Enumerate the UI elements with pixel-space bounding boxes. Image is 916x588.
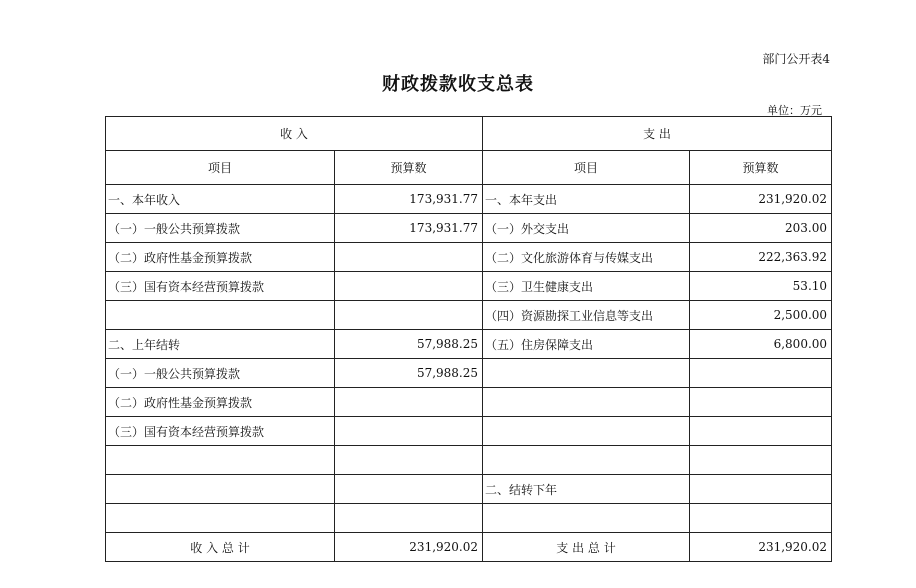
expense-item-cell: （五）住房保障支出 — [483, 330, 690, 359]
income-value-cell: 57,988.25 — [335, 330, 483, 359]
expense-value-cell — [690, 446, 832, 475]
expense-value-cell — [690, 417, 832, 446]
expense-value-cell: 231,920.02 — [690, 185, 832, 214]
table-row — [106, 359, 832, 388]
income-item-cell — [106, 475, 335, 504]
expense-value-cell: 222,363.92 — [690, 243, 832, 272]
expense-section-header: 支 出 — [483, 117, 832, 151]
expense-item-cell — [483, 417, 690, 446]
expense-value-cell — [690, 475, 832, 504]
expense-item-cell: 二、结转下年 — [483, 475, 690, 504]
table-row — [106, 243, 832, 272]
table-row — [106, 301, 832, 330]
table-row — [106, 185, 832, 214]
expense-item-cell: （一）外交支出 — [483, 214, 690, 243]
income-value-cell: 173,931.77 — [335, 185, 483, 214]
table-row — [106, 388, 832, 417]
income-value-cell — [335, 243, 483, 272]
page-title: 财政拨款收支总表 — [382, 74, 534, 95]
income-value-cell — [335, 272, 483, 301]
income-item-header: 项目 — [106, 151, 335, 185]
table-row — [106, 417, 832, 446]
expense-value-cell — [690, 359, 832, 388]
expense-item-cell: （四）资源勘探工业信息等支出 — [483, 301, 690, 330]
income-item-cell: （二）政府性基金预算拨款 — [106, 388, 335, 417]
expense-item-cell: （二）文化旅游体育与传媒支出 — [483, 243, 690, 272]
header-row-columns — [106, 151, 832, 185]
income-budget-header: 预算数 — [335, 151, 483, 185]
expense-value-cell: 53.10 — [690, 272, 832, 301]
income-item-cell — [106, 504, 335, 533]
expense-item-cell — [483, 359, 690, 388]
income-item-cell — [106, 301, 335, 330]
table-row — [106, 504, 832, 533]
finance-table — [105, 116, 832, 562]
income-item-cell: （三）国有资本经营预算拨款 — [106, 272, 335, 301]
income-item-cell: （一）一般公共预算拨款 — [106, 214, 335, 243]
expense-value-cell: 2,500.00 — [690, 301, 832, 330]
expense-item-cell: （三）卫生健康支出 — [483, 272, 690, 301]
totals-row — [106, 533, 832, 562]
income-value-cell — [335, 446, 483, 475]
income-item-cell: （三）国有资本经营预算拨款 — [106, 417, 335, 446]
income-value-cell: 57,988.25 — [335, 359, 483, 388]
expense-item-cell — [483, 388, 690, 417]
form-number: 部门公开表4 — [762, 52, 830, 66]
expense-value-cell — [690, 388, 832, 417]
expense-value-cell: 203.00 — [690, 214, 832, 243]
income-item-cell — [106, 446, 335, 475]
income-item-cell: （二）政府性基金预算拨款 — [106, 243, 335, 272]
expense-item-cell — [483, 504, 690, 533]
expense-total-value: 231,920.02 — [690, 533, 832, 562]
income-item-cell: 一、本年收入 — [106, 185, 335, 214]
expense-budget-header: 预算数 — [690, 151, 832, 185]
income-total-value: 231,920.02 — [335, 533, 483, 562]
expense-item-cell — [483, 446, 690, 475]
table-row — [106, 330, 832, 359]
income-total-label: 收 入 总 计 — [106, 533, 335, 562]
expense-value-cell — [690, 504, 832, 533]
table-row — [106, 446, 832, 475]
income-value-cell — [335, 388, 483, 417]
table-row — [106, 475, 832, 504]
income-item-cell: （一）一般公共预算拨款 — [106, 359, 335, 388]
table-row — [106, 214, 832, 243]
income-value-cell — [335, 475, 483, 504]
income-value-cell — [335, 417, 483, 446]
income-item-cell: 二、上年结转 — [106, 330, 335, 359]
expense-item-cell: 一、本年支出 — [483, 185, 690, 214]
income-section-header: 收 入 — [106, 117, 483, 151]
expense-total-label: 支 出 总 计 — [483, 533, 690, 562]
header-row-sections — [106, 117, 832, 151]
unit-label: 单位：万元 — [767, 104, 822, 117]
income-value-cell: 173,931.77 — [335, 214, 483, 243]
expense-item-header: 项目 — [483, 151, 690, 185]
expense-value-cell: 6,800.00 — [690, 330, 832, 359]
table-row — [106, 272, 832, 301]
income-value-cell — [335, 504, 483, 533]
income-value-cell — [335, 301, 483, 330]
